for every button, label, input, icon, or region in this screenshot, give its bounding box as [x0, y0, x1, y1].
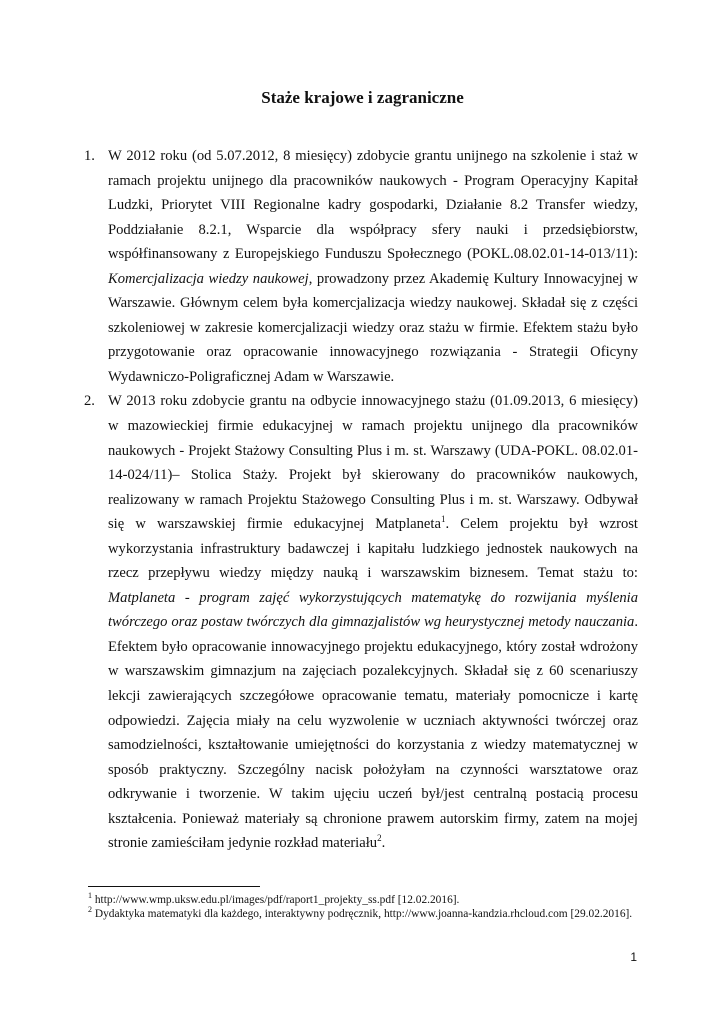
project-title-italic: Komercjalizacja wiedzy naukowej	[108, 270, 309, 287]
footnote-mark: 2	[88, 905, 92, 915]
list-item	[78, 144, 638, 389]
footnote-ref[interactable]: 1	[440, 514, 446, 525]
footnote-ref[interactable]: 2	[377, 833, 382, 844]
footnote-divider	[88, 886, 260, 887]
footnotes	[88, 893, 648, 921]
list-item	[78, 389, 638, 855]
footnote	[88, 907, 648, 921]
paragraph-text: W 2012 roku (od 5.07.2012, 8 miesięcy) zdobycie grantu unijnego na szkolenie i staż w ramach projektu unijnego dla pracowników naukowych - Program Operacyjny Kapitał Ludzki, Priorytet VIII Regionalne kadry gospodarki, Działanie 8.2 Transfer wiedzy, Poddziałanie 8.2.1, Wsparcie dla współpracy sfery nauki i przedsiębiorstw, współfinansowany z Europejskiego Funduszu Społecznego (POKL.08.02.01-14-013/11):	[108, 148, 638, 263]
list-item-number: 2.	[84, 393, 95, 410]
internship-topic-italic: Matplaneta - program zajęć wykorzystujących matematykę do rozwijania myślenia twórczego oraz postaw twórczych dla gimnazjalistów wg heurystycznej metody nauczania	[108, 589, 638, 631]
paragraph-text: .	[381, 835, 386, 852]
footnote-text[interactable]: Dydaktyka matematyki dla każdego, interaktywny podręcznik, http://www.joanna-kandzia.rhcloud.com [29.02.2016].	[92, 908, 633, 920]
footnote-text[interactable]: http://www.wmp.uksw.edu.pl/images/pdf/raport1_projekty_ss.pdf [12.02.2016].	[92, 894, 460, 906]
page-title: Staże krajowe i zagraniczne	[261, 88, 464, 107]
paragraph-text: . Celem projektu był wzrost wykorzystania infrastruktury badawczej i kapitału ludzkiego jednostek naukowych na rzecz przepływu wiedzy między nauką i warszawskim biznesem. Temat stażu to:	[108, 516, 638, 582]
footnote	[88, 893, 648, 907]
paragraph-text: . Efektem było opracowanie innowacyjnego projektu edukacyjnego, który został wdrożony w warszawskim gimnazjum na zajęciach pozalekcyjnych. Składał się z 60 scenariuszy lekcji zawierających szczegółowe opracowanie tematu, materiały pomocnicze i kartę odpowiedzi. Zajęcia miały na celu wyzwolenie w uczniach aktywności twórczej oraz samodzielności, kształtowanie umiejętności do korzystania z wiedzy matematycznej w sposób praktyczny. Szczególny nacisk położyłam na czynności warsztatowe oraz odkrywanie i tworzenie. W takim ujęciu uczeń był/jest centralną postacią procesu kształcenia. Ponieważ materiały są chronione prawem autorskim firmy, zatem na mojej stronie zamieściłam jedynie rozkład materiału	[108, 614, 638, 852]
paragraph-text: , prowadzony przez Akademię Kultury Innowacyjnej w Warszawie. Głównym celem była komercjalizacja wiedzy naukowej. Składał się z części szkoleniowej w zakresie komercjalizacji wiedzy oraz stażu w firmie. Efektem stażu było przygotowanie oraz opracowanie innowacyjnego rozwiązania - Strategii Oficyny Wydawniczo-Poligraficznej Adam w Warszawie.	[108, 270, 638, 385]
paragraph-text: W 2013 roku zdobycie grantu na odbycie innowacyjnego stażu (01.09.2013, 6 miesięcy) w mazowieckiej firmie edukacyjnej w ramach projektu unijnego dla pracowników naukowych - Projekt Stażowy Consulting Plus i m. st. Warszawy (UDA-POKL. 08.02.01-14-024/11)– Stolica Staży. Projekt był skierowany do pracowników naukowych, realizowany w ramach Projektu Stażowego Consulting Plus i m. st. Warszawy. Odbywał się w warszawskiej firmie edukacyjnej Matplaneta	[108, 393, 638, 533]
list-item-number: 1.	[84, 148, 95, 164]
internship-list	[78, 144, 638, 856]
footnote-mark: 1	[88, 891, 92, 901]
page-number: 1	[630, 950, 637, 964]
